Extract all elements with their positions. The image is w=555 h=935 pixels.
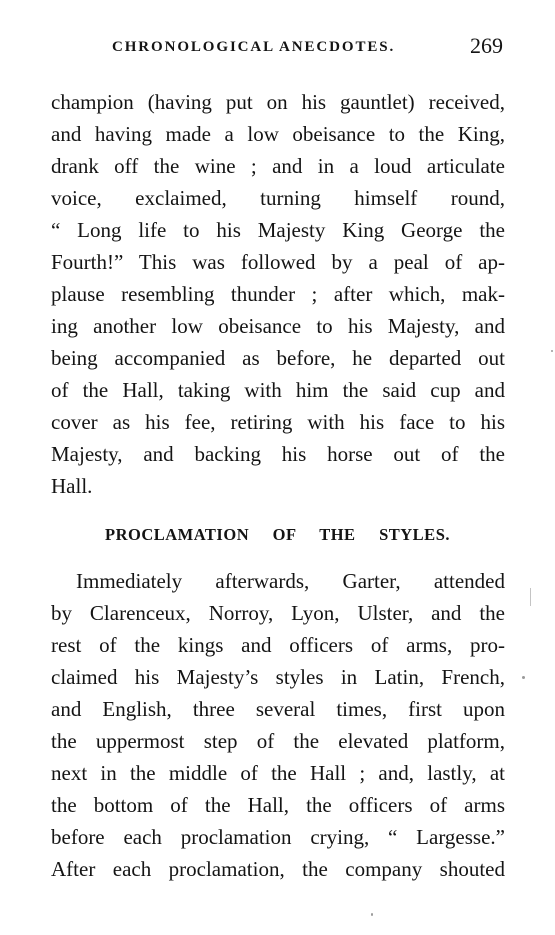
text-line: and English, three several times, first upon	[51, 697, 505, 721]
text-line: the uppermost step of the elevated platform,	[51, 729, 505, 753]
text-line: rest of the kings and officers of arms, pro-	[51, 633, 505, 657]
text-line: “ Long life to his Majesty King George the	[51, 218, 505, 242]
text-line: Majesty, and backing his horse out of the	[51, 442, 505, 466]
text-line: drank off the wine ; and in a loud articulate	[51, 154, 505, 178]
paper-speck	[551, 350, 553, 352]
text-line: Immediately afterwards, Garter, attended	[76, 569, 505, 593]
paper-speck	[371, 913, 373, 916]
text-line: the bottom of the Hall, the officers of arms	[51, 793, 505, 817]
running-title: CHRONOLOGICAL ANECDOTES.	[112, 39, 396, 55]
text-line: next in the middle of the Hall ; and, lastly, at	[51, 761, 505, 785]
text-line: After each proclamation, the company shouted	[51, 857, 505, 881]
text-line: voice, exclaimed, turning himself round,	[51, 186, 505, 210]
text-line: claimed his Majesty’s styles in Latin, French,	[51, 665, 505, 689]
text-line: Fourth!” This was followed by a peal of ap-	[51, 250, 505, 274]
page-number: 269	[470, 33, 503, 58]
text-line: plause resembling thunder ; after which, mak-	[51, 282, 505, 306]
text-line: Hall.	[51, 474, 93, 498]
paper-speck	[530, 588, 531, 606]
text-line: champion (having put on his gauntlet) received,	[51, 90, 505, 114]
text-line: cover as his fee, retiring with his face to his	[51, 410, 505, 434]
text-line: ing another low obeisance to his Majesty, and	[51, 314, 505, 338]
text-line: before each proclamation crying, “ Largesse.”	[51, 825, 505, 849]
section-heading: PROCLAMATION OF THE STYLES.	[105, 525, 450, 544]
paper-speck	[522, 676, 525, 679]
text-line: by Clarenceux, Norroy, Lyon, Ulster, and the	[51, 601, 505, 625]
text-line: being accompanied as before, he departed out	[51, 346, 505, 370]
text-line: of the Hall, taking with him the said cup and	[51, 378, 505, 402]
running-head	[112, 34, 507, 60]
text-line: and having made a low obeisance to the King,	[51, 122, 505, 146]
